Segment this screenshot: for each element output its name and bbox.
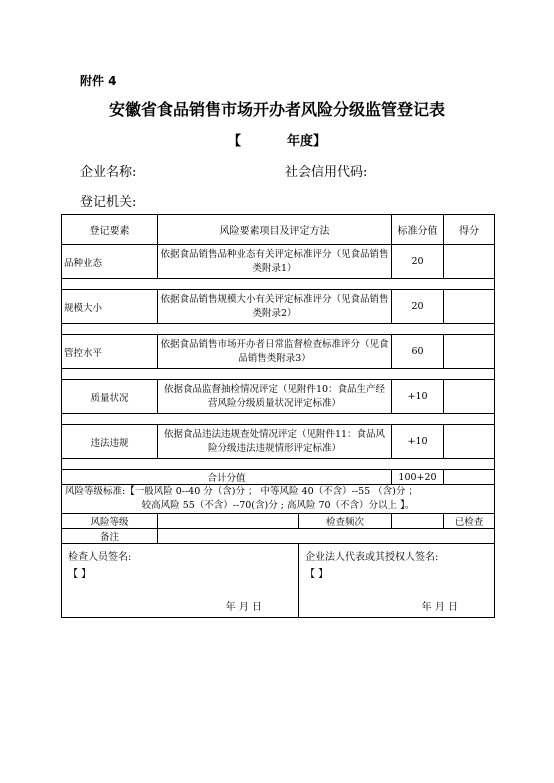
risk-level-value[interactable] xyxy=(158,514,299,529)
risk-registration-table xyxy=(61,214,495,618)
row-score-cell[interactable] xyxy=(444,335,495,369)
total-value: 100+20 xyxy=(392,470,444,485)
signature-row xyxy=(62,544,495,618)
inspector-signature-bracket: 【 】 xyxy=(68,569,92,580)
risk-standard-row xyxy=(62,485,495,514)
table-row xyxy=(62,425,495,459)
row-standard: 20 xyxy=(392,290,444,324)
remark-label: 备注 xyxy=(62,529,158,544)
enterprise-name-field[interactable]: 企业名称: xyxy=(80,165,137,180)
risk-standard-line1: 风险等级标准:【一般风险 0--40 分（含)分 ； 中等风险 40（不含）--55 （含)分 ； xyxy=(65,486,418,497)
remark-row xyxy=(62,529,495,544)
table-row xyxy=(62,245,495,279)
year-open-bracket: 【 xyxy=(227,134,241,149)
legal-rep-signature-cell[interactable] xyxy=(299,544,495,618)
row-method: 依据食品销售市场开办者日常监督检查标准评分（见食品销售类附录3） xyxy=(158,335,392,369)
row-score-cell[interactable] xyxy=(444,425,495,459)
row-element: 管控水平 xyxy=(62,335,158,369)
inspection-frequency-value[interactable] xyxy=(392,514,444,529)
level-row xyxy=(62,514,495,529)
risk-level-label: 风险等级 xyxy=(62,514,158,529)
attachment-label: 附件 4 xyxy=(80,74,117,88)
risk-standard-cell xyxy=(62,485,495,514)
row-method: 依据食品销售品种业态有关评定标准评分（见食品销售类附录1） xyxy=(158,245,392,279)
row-score-cell[interactable] xyxy=(444,245,495,279)
header-score: 得分 xyxy=(444,215,495,245)
table-row xyxy=(62,290,495,324)
row-standard: +10 xyxy=(392,425,444,459)
row-score-cell[interactable] xyxy=(444,380,495,414)
legal-rep-signature-date: 年 月 日 xyxy=(421,602,459,613)
row-element: 规模大小 xyxy=(62,290,158,324)
checked-label: 已检查 xyxy=(444,514,495,529)
table-row xyxy=(62,335,495,369)
table-header-row xyxy=(62,215,495,245)
legal-rep-signature-bracket: 【 】 xyxy=(305,569,329,580)
risk-standard-line2: 较高风险 55（不含）--70(含)分 ; 高风险 70（不含）分以上 】。 xyxy=(141,500,415,511)
row-element: 违法违规 xyxy=(62,425,158,459)
total-label: 合计分值 xyxy=(62,470,392,485)
row-element: 质量状况 xyxy=(62,380,158,414)
row-element: 品种业态 xyxy=(62,245,158,279)
header-standard: 标准分值 xyxy=(392,215,444,245)
row-score-cell[interactable] xyxy=(444,290,495,324)
total-score-cell[interactable] xyxy=(444,470,495,485)
row-method: 依据食品监督抽检情况评定（见附件10：食品生产经营风险分级质量状况评定标准） xyxy=(158,380,392,414)
inspection-frequency-label: 检查频次 xyxy=(299,514,392,529)
header-method: 风险要素项目及评定方法 xyxy=(158,215,392,245)
total-row xyxy=(62,470,495,485)
row-standard: 60 xyxy=(392,335,444,369)
year-line xyxy=(0,130,554,149)
header-element: 登记要素 xyxy=(62,215,158,245)
inspector-signature-date: 年 月 日 xyxy=(225,602,262,613)
row-method: 依据食品违法违规查处情况评定（见附件11：食品风险分级违法违规情形评定标准） xyxy=(158,425,392,459)
spacer-row xyxy=(62,324,495,335)
spacer-row xyxy=(62,414,495,425)
inspector-signature-cell[interactable] xyxy=(62,544,299,618)
legal-rep-signature-label: 企业法人代表或其授权人签名: xyxy=(305,552,439,563)
credit-code-field[interactable]: 社会信用代码: xyxy=(285,165,368,180)
spacer-row xyxy=(62,279,495,290)
table-row xyxy=(62,380,495,414)
registry-authority-field[interactable]: 登记机关: xyxy=(80,195,137,210)
remark-value[interactable] xyxy=(158,529,495,544)
row-standard: 20 xyxy=(392,245,444,279)
inspector-signature-label: 检查人员签名: xyxy=(68,552,132,563)
form-title: 安徽省食品销售市场开办者风险分级监管登记表 xyxy=(108,100,445,119)
row-standard: +10 xyxy=(392,380,444,414)
spacer-row xyxy=(62,459,495,470)
row-method: 依据食品销售规模大小有关评定标准评分（见食品销售类附录2） xyxy=(158,290,392,324)
spacer-row xyxy=(62,369,495,380)
year-label: 年度】 xyxy=(287,134,327,149)
